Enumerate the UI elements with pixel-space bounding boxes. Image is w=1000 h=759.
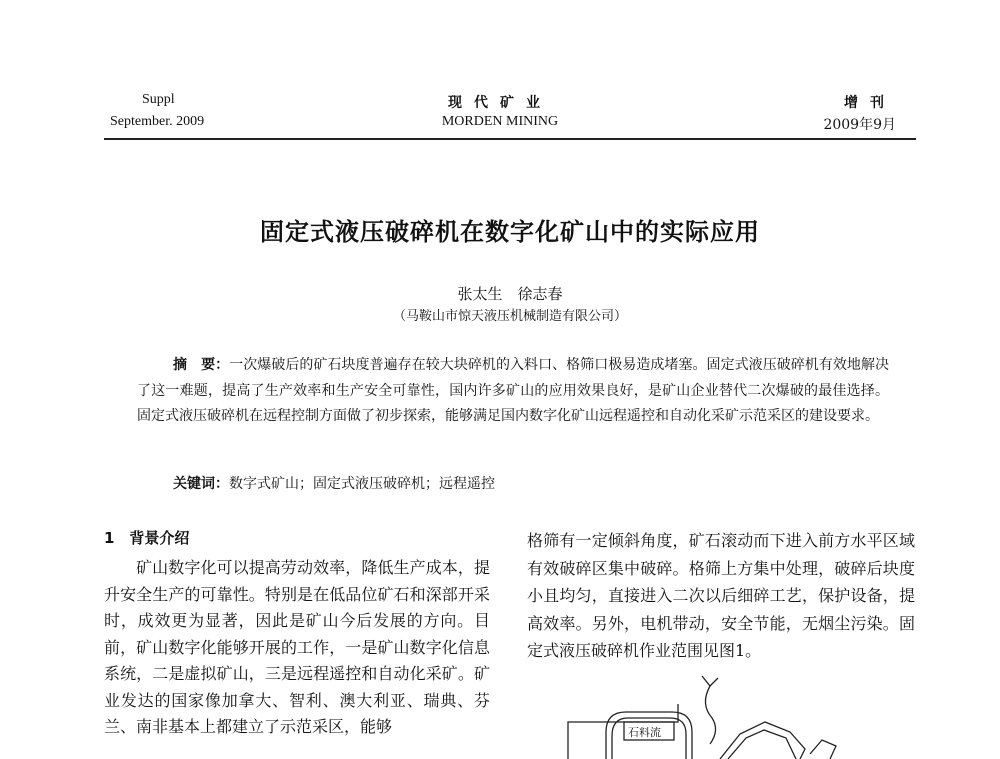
figure-flow-curve: [705, 686, 715, 744]
figure-1-diagram: [560, 674, 900, 759]
abstract: [137, 353, 889, 430]
left-column-text: 矿山数字化可以提高劳动效率，降低生产成本，提升安全生产的可靠性。特别是在低品位矿石和深部开采时，成效更为显著，因此是矿山今后发展的方向。目前，矿山数字化能够开展的工作，一是矿山数字化信息系统，二是虚拟矿山，三是远程遥控和自动化采矿。矿业发达的国家像加拿大、智利、澳大利亚、瑞典、芬兰、南非基本上都建立了示范采区，能够: [104, 558, 490, 736]
keywords-text: 数字式矿山；固定式液压破碎机；远程遥控: [229, 476, 495, 492]
journal-name-chinese: 现代矿业: [448, 95, 552, 111]
article-authors: 张太生 徐志春: [457, 285, 563, 303]
section-heading: 1 背景介绍: [104, 529, 190, 547]
body-left-column: [104, 555, 490, 741]
author-affiliation: （马鞍山市惊天液压机械制造有限公司）: [392, 309, 627, 324]
keywords: [173, 473, 495, 493]
body-right-column: 格筛有一定倾斜角度，矿石滚动而下进入前方水平区域有效破碎区集中破碎。格筛上方集中处理，破碎后块度小且均匀，直接进入二次以后细碎工艺，保护设备，提高效率。另外，电机带动，安全节能，无烟尘污染。固定式液压破碎机作业范围见图1。: [527, 531, 915, 660]
journal-issue-date: September. 2009: [110, 114, 205, 129]
keywords-label: 关键词：: [173, 476, 229, 492]
journal-name-english: MORDEN MINING: [441, 114, 559, 129]
header-divider: [104, 138, 916, 140]
figure-breaker-joint: [810, 740, 836, 759]
abstract-label: 摘 要：: [173, 357, 230, 373]
abstract-text: 一次爆破后的矿石块度普遍存在较大块碎机的入料口、格筛口极易造成堵塞。固定式液压破碎机有效地解决了这一难题，提高了生产效率和生产安全可靠性，国内许多矿山的应用效果良好，是矿山企业替代二次爆破的最佳选择。固定式液压破碎机在远程控制方面做了初步探索，能够满足国内数字化矿山远程遥控和自动化采矿示范采区的建设要求。: [137, 357, 890, 424]
issue-date-chinese: 2009年9月: [823, 117, 896, 133]
article-title: 固定式液压破碎机在数字化矿山中的实际应用: [260, 217, 760, 246]
journal-issue-label: Suppl: [142, 92, 175, 107]
figure-label-text: 石料流: [628, 726, 661, 739]
figure-breaker-arm-inner: [728, 730, 796, 759]
figure-flow-arrow: [702, 676, 718, 686]
issue-type-chinese: 增刊: [844, 95, 896, 111]
